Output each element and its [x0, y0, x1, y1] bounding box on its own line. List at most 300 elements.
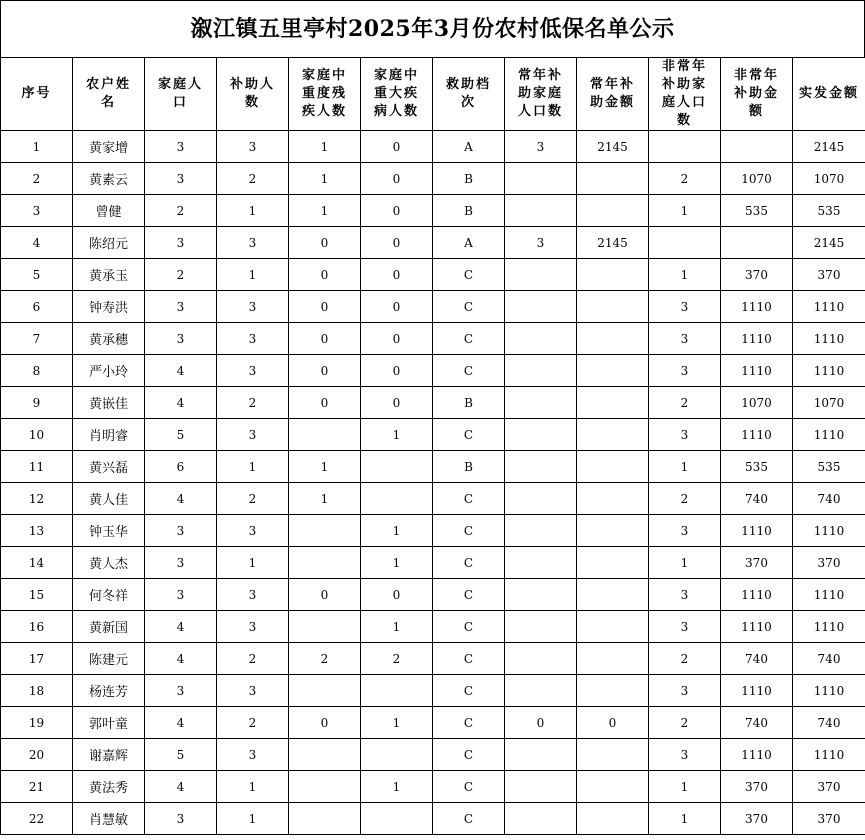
table-cell: C [433, 259, 505, 291]
table-cell: 1 [649, 451, 721, 483]
table-cell [505, 771, 577, 803]
table-cell: 5 [145, 739, 217, 771]
table-row [1, 419, 865, 451]
table-cell [649, 227, 721, 259]
table-cell: 4 [145, 707, 217, 739]
table-row [1, 451, 865, 483]
table-cell: 3 [145, 579, 217, 611]
table-cell [577, 739, 649, 771]
table-cell [721, 131, 793, 163]
table-cell: 2 [217, 707, 289, 739]
table-cell: 2 [217, 387, 289, 419]
table-cell: 0 [361, 227, 433, 259]
table-cell [577, 291, 649, 323]
table-cell: 22 [1, 803, 73, 835]
table-cell: 1 [217, 771, 289, 803]
table-cell: C [433, 803, 505, 835]
table-cell: 0 [289, 387, 361, 419]
column-header: 家庭中重大疾病人数 [361, 58, 433, 131]
table-cell: 1 [289, 195, 361, 227]
table-cell [577, 355, 649, 387]
table-cell: 3 [649, 323, 721, 355]
table-cell: 18 [1, 675, 73, 707]
table-cell: 1 [289, 483, 361, 515]
household-name-cell: 黄人杰 [73, 547, 145, 579]
table-cell: 2 [217, 643, 289, 675]
table-cell: 370 [721, 259, 793, 291]
table-cell: 4 [145, 771, 217, 803]
table-cell: 3 [145, 547, 217, 579]
table-cell: 0 [289, 323, 361, 355]
table-cell: 21 [1, 771, 73, 803]
table-cell: 0 [289, 259, 361, 291]
table-row [1, 131, 865, 163]
table-cell: 3 [649, 579, 721, 611]
household-name-cell: 黄兴磊 [73, 451, 145, 483]
household-name-cell: 黄家增 [73, 131, 145, 163]
table-cell: C [433, 291, 505, 323]
table-row [1, 547, 865, 579]
table-cell [577, 547, 649, 579]
table-cell: 1 [217, 259, 289, 291]
household-name-cell: 钟寿洪 [73, 291, 145, 323]
household-name-cell: 黄素云 [73, 163, 145, 195]
table-cell: 1110 [793, 611, 865, 643]
column-header: 非常年补助金额 [721, 58, 793, 131]
table-cell: 15 [1, 579, 73, 611]
household-name-cell: 谢嘉辉 [73, 739, 145, 771]
table-body [1, 131, 865, 835]
table-cell: 1110 [793, 323, 865, 355]
table-cell: 6 [1, 291, 73, 323]
table-cell: 1 [361, 547, 433, 579]
table-cell: 0 [361, 195, 433, 227]
table-cell: 1 [361, 611, 433, 643]
table-cell: 1 [289, 451, 361, 483]
table-cell: 0 [361, 355, 433, 387]
table-cell: 0 [577, 707, 649, 739]
table-cell: 13 [1, 515, 73, 547]
column-header: 救助档次 [433, 58, 505, 131]
table-cell: 4 [145, 387, 217, 419]
table-cell: 1 [289, 131, 361, 163]
table-cell: 1 [217, 195, 289, 227]
table-cell: 3 [217, 227, 289, 259]
column-header: 非常年补助家庭人口数 [649, 58, 721, 131]
household-name-cell: 黄承玉 [73, 259, 145, 291]
table-cell: 1 [361, 771, 433, 803]
table-cell [289, 611, 361, 643]
table-cell [577, 483, 649, 515]
table-cell: 3 [145, 323, 217, 355]
column-header: 常年补助金额 [577, 58, 649, 131]
table-row [1, 707, 865, 739]
table-cell: 1 [217, 803, 289, 835]
table-cell: 1110 [721, 611, 793, 643]
household-name-cell: 肖明睿 [73, 419, 145, 451]
table-cell: 3 [145, 675, 217, 707]
table-cell: 3 [145, 515, 217, 547]
table-row [1, 515, 865, 547]
table-row [1, 675, 865, 707]
table-header-row [1, 58, 865, 131]
table-cell [505, 387, 577, 419]
table-cell: 4 [145, 611, 217, 643]
table-cell: 1 [289, 163, 361, 195]
table-cell: 0 [505, 707, 577, 739]
table-row [1, 259, 865, 291]
household-name-cell: 黄新国 [73, 611, 145, 643]
household-name-cell: 钟玉华 [73, 515, 145, 547]
table-cell [289, 675, 361, 707]
table-cell [577, 515, 649, 547]
table-cell: 1070 [793, 163, 865, 195]
table-cell [361, 483, 433, 515]
table-cell: 1110 [721, 675, 793, 707]
table-cell: 3 [1, 195, 73, 227]
household-name-cell: 曾健 [73, 195, 145, 227]
table-cell [649, 131, 721, 163]
table-cell: 535 [721, 451, 793, 483]
table-cell [289, 803, 361, 835]
table-cell: 10 [1, 419, 73, 451]
table-cell [577, 771, 649, 803]
column-header: 家庭中重度残疾人数 [289, 58, 361, 131]
table-cell: 740 [721, 707, 793, 739]
table-cell: 3 [217, 131, 289, 163]
table-cell: 8 [1, 355, 73, 387]
table-cell: C [433, 707, 505, 739]
column-header: 农户姓名 [73, 58, 145, 131]
table-row [1, 291, 865, 323]
table-cell: 740 [721, 643, 793, 675]
table-cell: B [433, 451, 505, 483]
table-cell [505, 355, 577, 387]
table-cell: 2 [145, 259, 217, 291]
table-cell: 3 [217, 323, 289, 355]
table-cell: 4 [145, 483, 217, 515]
household-name-cell: 陈建元 [73, 643, 145, 675]
table-cell [361, 675, 433, 707]
table-cell: 2 [145, 195, 217, 227]
table-cell [289, 419, 361, 451]
table-cell: 2 [217, 163, 289, 195]
table-cell [577, 803, 649, 835]
table-cell: 1110 [793, 419, 865, 451]
household-name-cell: 陈绍元 [73, 227, 145, 259]
table-row [1, 739, 865, 771]
table-cell: 3 [145, 163, 217, 195]
table-cell: C [433, 611, 505, 643]
column-header: 家庭人口 [145, 58, 217, 131]
table-cell: 1 [649, 771, 721, 803]
table-cell: 0 [289, 291, 361, 323]
table-cell [289, 739, 361, 771]
table-cell [505, 515, 577, 547]
table-cell: 3 [649, 515, 721, 547]
table-cell: 2 [649, 163, 721, 195]
table-cell: 2145 [577, 227, 649, 259]
table-cell: 1 [649, 803, 721, 835]
table-cell [577, 419, 649, 451]
table-cell: 1 [217, 547, 289, 579]
table-cell: 1110 [793, 739, 865, 771]
table-cell: 1110 [721, 291, 793, 323]
table-cell: 3 [649, 675, 721, 707]
table-cell: C [433, 643, 505, 675]
table-cell: 1 [649, 547, 721, 579]
table-cell: 1 [361, 707, 433, 739]
table-cell: 2 [649, 387, 721, 419]
table-row [1, 643, 865, 675]
table-cell: 0 [361, 259, 433, 291]
table-cell [289, 515, 361, 547]
column-header: 补助人数 [217, 58, 289, 131]
table-cell: 1110 [721, 419, 793, 451]
table-cell: 4 [145, 643, 217, 675]
table-cell: 12 [1, 483, 73, 515]
table-cell: 3 [145, 803, 217, 835]
table-cell: 535 [793, 195, 865, 227]
table-cell: 0 [289, 355, 361, 387]
table-cell: 0 [289, 707, 361, 739]
subsidy-table [0, 57, 865, 835]
table-cell: 1070 [721, 387, 793, 419]
household-name-cell: 杨连芳 [73, 675, 145, 707]
table-row [1, 771, 865, 803]
table-cell: B [433, 387, 505, 419]
table-cell: 9 [1, 387, 73, 419]
table-cell: 0 [361, 579, 433, 611]
table-cell: 1070 [793, 387, 865, 419]
table-cell: B [433, 163, 505, 195]
document-title: 溆江镇五里亭村2025年3月份农村低保名单公示 [0, 0, 865, 57]
table-cell [505, 611, 577, 643]
table-cell: 3 [217, 355, 289, 387]
table-cell [505, 195, 577, 227]
table-cell [577, 611, 649, 643]
table-cell: 3 [649, 291, 721, 323]
table-cell: 3 [145, 131, 217, 163]
table-cell: C [433, 771, 505, 803]
table-cell: 370 [793, 803, 865, 835]
table-cell [505, 643, 577, 675]
table-cell: 4 [145, 355, 217, 387]
table-cell: 3 [505, 227, 577, 259]
table-cell [361, 803, 433, 835]
table-cell [577, 323, 649, 355]
table-cell: 1 [1, 131, 73, 163]
table-row [1, 163, 865, 195]
table-cell: 3 [505, 131, 577, 163]
table-cell: 740 [793, 707, 865, 739]
table-cell [361, 451, 433, 483]
table-cell: 3 [217, 579, 289, 611]
table-cell: 0 [289, 227, 361, 259]
table-cell: 14 [1, 547, 73, 579]
table-cell: 2 [361, 643, 433, 675]
table-cell: 1110 [721, 323, 793, 355]
table-cell [577, 579, 649, 611]
table-cell: 2145 [793, 227, 865, 259]
table-cell: C [433, 483, 505, 515]
table-cell: 0 [289, 579, 361, 611]
household-name-cell: 黄承穗 [73, 323, 145, 355]
household-name-cell: 何冬祥 [73, 579, 145, 611]
table-cell: 11 [1, 451, 73, 483]
table-row [1, 195, 865, 227]
table-cell: C [433, 675, 505, 707]
table-cell [577, 675, 649, 707]
table-cell: 6 [145, 451, 217, 483]
table-row [1, 611, 865, 643]
table-cell: 370 [721, 803, 793, 835]
table-cell: 1110 [793, 515, 865, 547]
table-cell: 1 [649, 195, 721, 227]
table-cell: 3 [217, 419, 289, 451]
table-cell: 20 [1, 739, 73, 771]
table-cell: 1110 [721, 355, 793, 387]
table-cell [505, 259, 577, 291]
table-cell: B [433, 195, 505, 227]
table-cell: 3 [649, 355, 721, 387]
table-cell: 19 [1, 707, 73, 739]
table-cell: A [433, 131, 505, 163]
household-name-cell: 黄法秀 [73, 771, 145, 803]
table-cell: C [433, 579, 505, 611]
table-cell [505, 579, 577, 611]
table-cell: 370 [793, 771, 865, 803]
table-cell: C [433, 515, 505, 547]
table-cell: 1 [217, 451, 289, 483]
table-cell: C [433, 739, 505, 771]
table-cell [505, 483, 577, 515]
table-cell [505, 739, 577, 771]
table-cell [505, 291, 577, 323]
table-cell: 0 [361, 131, 433, 163]
table-cell [505, 803, 577, 835]
table-cell [505, 675, 577, 707]
table-cell: 3 [217, 611, 289, 643]
table-cell: 7 [1, 323, 73, 355]
table-cell: 1 [649, 259, 721, 291]
table-row [1, 579, 865, 611]
table-cell: 535 [721, 195, 793, 227]
table-cell: 1110 [793, 675, 865, 707]
table-cell: C [433, 355, 505, 387]
table-cell: 2 [217, 483, 289, 515]
table-cell: 3 [649, 611, 721, 643]
table-cell: 1110 [793, 355, 865, 387]
table-cell: 1 [361, 419, 433, 451]
table-row [1, 803, 865, 835]
table-row [1, 227, 865, 259]
table-cell: 2 [649, 643, 721, 675]
table-cell: 1 [361, 515, 433, 547]
column-header: 常年补助家庭人口数 [505, 58, 577, 131]
table-cell [505, 323, 577, 355]
table-cell: 3 [649, 739, 721, 771]
table-row [1, 355, 865, 387]
table-cell: 3 [145, 227, 217, 259]
column-header: 序号 [1, 58, 73, 131]
table-row [1, 387, 865, 419]
table-cell: 370 [793, 547, 865, 579]
table-cell [361, 739, 433, 771]
table-cell: 0 [361, 323, 433, 355]
table-cell: 3 [649, 419, 721, 451]
table-cell: 1110 [721, 579, 793, 611]
table-cell: 2145 [577, 131, 649, 163]
table-cell: 370 [793, 259, 865, 291]
table-cell: 2 [289, 643, 361, 675]
table-cell: 5 [145, 419, 217, 451]
household-name-cell: 严小玲 [73, 355, 145, 387]
table-cell [289, 547, 361, 579]
table-cell: 3 [217, 291, 289, 323]
table-cell: 3 [217, 739, 289, 771]
table-cell: 2 [649, 483, 721, 515]
table-cell [577, 259, 649, 291]
table-cell: 17 [1, 643, 73, 675]
table-cell: 16 [1, 611, 73, 643]
table-cell: 1110 [721, 515, 793, 547]
table-cell: 0 [361, 163, 433, 195]
table-cell: 0 [361, 291, 433, 323]
table-cell: 740 [721, 483, 793, 515]
table-cell: C [433, 323, 505, 355]
table-cell: 1070 [721, 163, 793, 195]
household-name-cell: 肖慧敏 [73, 803, 145, 835]
table-cell [505, 419, 577, 451]
table-cell: 740 [793, 483, 865, 515]
table-cell: 0 [361, 387, 433, 419]
column-header: 实发金额 [793, 58, 865, 131]
table-cell: 2 [1, 163, 73, 195]
table-cell [577, 643, 649, 675]
table-cell: C [433, 419, 505, 451]
table-cell: 4 [1, 227, 73, 259]
table-cell: 3 [145, 291, 217, 323]
table-cell: 370 [721, 771, 793, 803]
table-cell [577, 195, 649, 227]
table-cell: 370 [721, 547, 793, 579]
table-cell [577, 163, 649, 195]
table-cell [505, 451, 577, 483]
table-cell [577, 387, 649, 419]
table-cell: 535 [793, 451, 865, 483]
table-cell [505, 547, 577, 579]
table-row [1, 483, 865, 515]
household-name-cell: 黄嵌佳 [73, 387, 145, 419]
household-name-cell: 黄人佳 [73, 483, 145, 515]
table-cell [289, 771, 361, 803]
table-cell [721, 227, 793, 259]
table-cell: C [433, 547, 505, 579]
table-cell: 2145 [793, 131, 865, 163]
table-cell: 1110 [793, 579, 865, 611]
table-cell: A [433, 227, 505, 259]
table-cell: 2 [649, 707, 721, 739]
household-name-cell: 郭叶童 [73, 707, 145, 739]
table-cell: 3 [217, 675, 289, 707]
table-cell [577, 451, 649, 483]
table-cell: 1110 [793, 291, 865, 323]
table-row [1, 323, 865, 355]
table-cell: 1110 [721, 739, 793, 771]
table-cell [505, 163, 577, 195]
table-cell: 5 [1, 259, 73, 291]
